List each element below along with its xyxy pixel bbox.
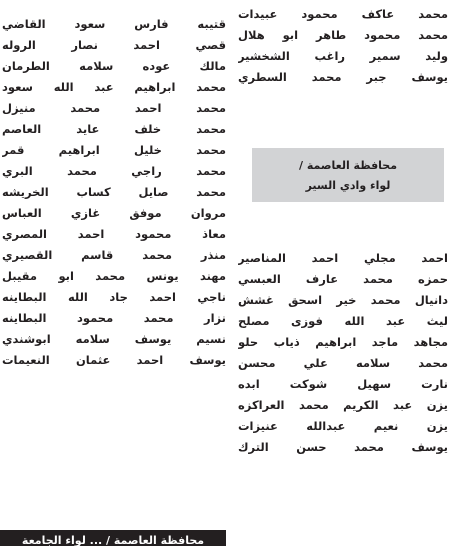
list-item: يوسف محمد حسن الترك <box>238 440 448 454</box>
list-item: منذر محمد قاسم القصيري <box>2 248 226 262</box>
spacer <box>238 202 448 248</box>
list-item: وليد سمير راغب الشخشير <box>238 49 448 63</box>
list-item: مالك عوده سلامه الطرمان <box>2 59 226 73</box>
list-item: يزن عبد الكريم محمد العراكزه <box>238 398 448 412</box>
list-item: محمد خلف عايد العاصم <box>2 122 226 136</box>
section-subtitle: لواء وادي السير <box>305 179 391 192</box>
list-item: قتيبه فارس سعود القاضي <box>2 17 226 31</box>
list-item: يزن نعيم عبدالله عنيزات <box>238 419 448 433</box>
list-item: معاذ محمود احمد المصري <box>2 227 226 241</box>
list-item: قصي احمد نصار الروله <box>2 38 226 52</box>
list-item: محمد احمد محمد منيزل <box>2 101 226 115</box>
list-item: نسيم يوسف سلامه ابوشندي <box>2 332 226 346</box>
list-item: حمزه محمد عارف العبسي <box>238 272 448 286</box>
footer-section-banner: محافظة العاصمة / ... لواء الجامعة <box>0 530 226 546</box>
list-item: مروان موفق غازي العباس <box>2 206 226 220</box>
list-item: نارت سهيل شوكت ابده <box>238 377 448 391</box>
list-item: نزار محمد محمود البطاينه <box>2 311 226 325</box>
list-item: يوسف جبر محمد السطري <box>238 70 448 84</box>
list-item: محمد خليل ابراهيم قمر <box>2 143 226 157</box>
left-column <box>2 14 226 371</box>
list-item: محمد ابراهيم عبد الله سعود <box>2 80 226 94</box>
list-item: دانيال محمد خير اسحق غشش <box>238 293 448 307</box>
section-banner <box>252 148 444 202</box>
list-item: ناجي احمد جاد الله البطاينه <box>2 290 226 304</box>
list-item: ليث عبد الله فوزى مصلح <box>238 314 448 328</box>
list-item: محمد صايل كساب الخريشه <box>2 185 226 199</box>
right-column <box>238 4 448 458</box>
list-item: محمد راجي محمد البري <box>2 164 226 178</box>
section-title: محافظة العاصمة / <box>298 159 398 172</box>
list-item: مهند يونس محمد ابو مقيبل <box>2 269 226 283</box>
list-item: محمد عاكف محمود عبيدات <box>238 7 448 21</box>
list-item: محمد محمود طاهر ابو هلال <box>238 28 448 42</box>
list-item: محمد سلامه علي محسن <box>238 356 448 370</box>
list-item: يوسف احمد عثمان النعيمات <box>2 353 226 367</box>
spacer <box>238 88 448 148</box>
list-item: مجاهد ماجد ابراهيم ذياب حلو <box>238 335 448 349</box>
list-item: احمد مجلي احمد المناصير <box>238 251 448 265</box>
